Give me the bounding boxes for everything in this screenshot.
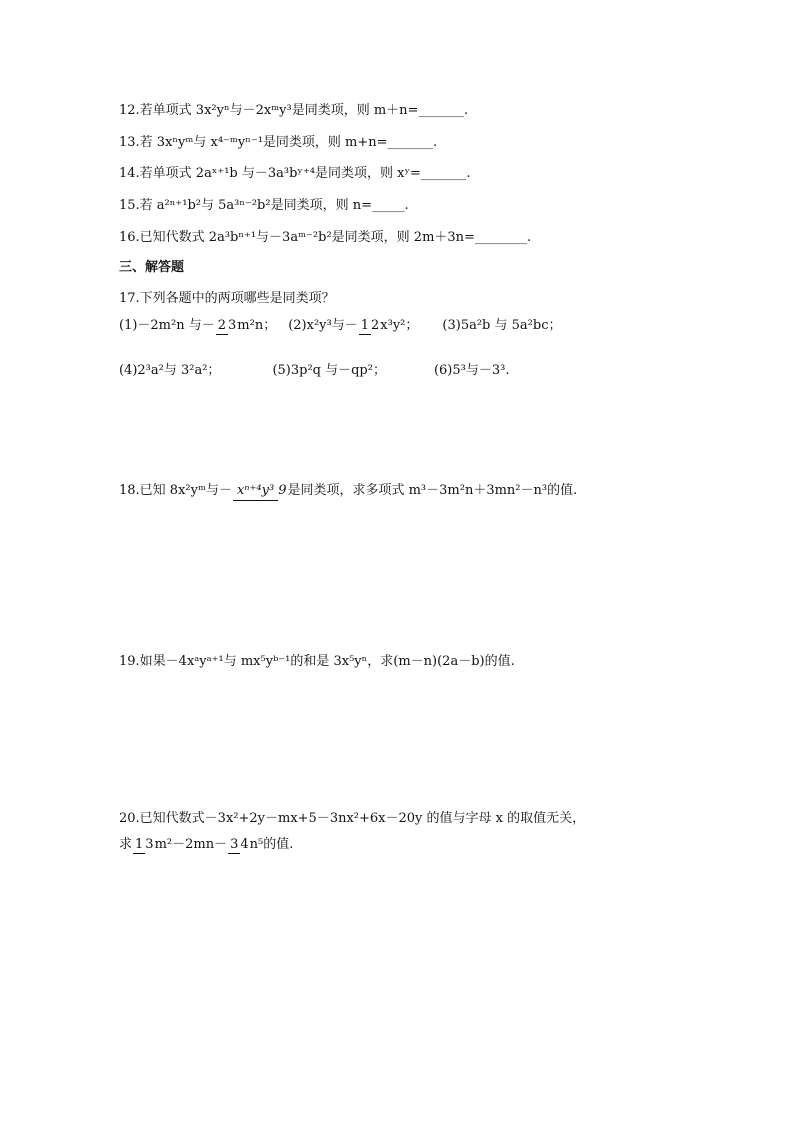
question-16-text: 16.已知代数式 2a³bⁿ⁺¹与－3aᵐ⁻²b²是同类项，则 2m＋3n= — [119, 230, 475, 245]
fraction-denominator: 4 — [240, 837, 249, 852]
period: . — [526, 230, 532, 245]
fraction-numerator: 1 — [360, 318, 370, 333]
fraction-numerator: 3 — [230, 837, 239, 852]
question-20-tail: n⁵的值. — [249, 837, 294, 852]
fraction-denominator: 3 — [145, 837, 154, 852]
question-14-text: 14.若单项式 2aˣ⁺¹b 与－3a³bʸ⁺⁴是同类项，则 xʸ= — [119, 166, 421, 181]
question-19 — [119, 655, 515, 668]
fraction-one-third — [133, 838, 154, 851]
part-4: (4)2³a²与 3²a²； — [119, 363, 221, 378]
part-3: (3)5a²b 与 5a²bc； — [442, 318, 562, 333]
fraction-numerator: 2 — [217, 318, 227, 333]
question-18 — [119, 484, 577, 497]
part-5: (5)3p²q 与－qp²； — [272, 363, 386, 378]
question-13-text: 13.若 3xⁿyᵐ与 x⁴⁻ᵐyⁿ⁻¹是同类项，则 m+n= — [119, 135, 388, 150]
section-heading — [119, 261, 184, 274]
part-2-tail: x³y²； — [380, 318, 419, 333]
fraction-one-half — [359, 319, 380, 332]
answer-blank: ________ — [474, 230, 527, 245]
fraction-numerator: 1 — [135, 837, 144, 852]
fraction-denominator: 9 — [278, 483, 287, 498]
question-20-mid: m²－2mn－ — [154, 837, 228, 852]
part-6: (6)5³与－3³. — [433, 363, 510, 378]
question-17-row-1 — [119, 319, 561, 332]
question-17-row-2 — [119, 364, 509, 377]
question-15-text: 15.若 a²ⁿ⁺¹b²与 5a³ⁿ⁻²b²是同类项，则 n= — [119, 198, 372, 213]
question-12-text: 12.若单项式 3x²yⁿ与－2xᵐy³是同类项，则 m＋n= — [119, 103, 419, 118]
question-15 — [119, 199, 409, 212]
question-20-line-1 — [119, 812, 585, 825]
answer-blank: _______ — [420, 166, 467, 181]
question-19-text: 19.如果－4xᵃyᵃ⁺¹与 mx⁵yᵇ⁻¹的和是 3x⁵yⁿ，求(m－n)(2a－b)的值. — [119, 654, 515, 669]
part-1-lead: (1)－2m²n 与－ — [119, 318, 215, 333]
section-title: 三、解答题 — [119, 260, 185, 275]
question-13 — [119, 136, 437, 149]
fraction-denominator: 2 — [371, 318, 380, 333]
fraction-numerator: xⁿ⁺⁴y³ — [233, 483, 278, 501]
question-18-tail: 是同类项，求多项式 m³－3m²n＋3mn²－n³的值. — [287, 483, 578, 498]
question-20-lead: 求 — [119, 837, 133, 852]
period: . — [466, 166, 471, 181]
question-16 — [119, 231, 531, 244]
answer-blank: _______ — [387, 135, 434, 150]
question-20-text: 20.已知代数式－3x²+2y－mx+5－3nx²+6x－20y 的值与字母 x 的取值无关， — [119, 811, 586, 826]
part-2-lead: (2)x²y³与－ — [288, 318, 358, 333]
fraction-two-thirds — [216, 319, 237, 332]
period: . — [433, 135, 438, 150]
question-17-text: 17.下列各题中的两项哪些是同类项？ — [119, 291, 335, 306]
period: . — [463, 103, 469, 118]
fraction-three-quarters — [228, 838, 249, 851]
fraction-x-y-over-9 — [233, 484, 287, 497]
part-1-tail: m²n； — [237, 318, 277, 333]
question-20-line-2 — [119, 838, 293, 851]
answer-blank: _____ — [372, 198, 405, 213]
question-14 — [119, 167, 471, 180]
question-18-lead: 18.已知 8x²yᵐ与－ — [119, 483, 232, 498]
question-17-title — [119, 292, 335, 305]
question-12 — [119, 104, 468, 117]
answer-blank: _______ — [418, 103, 464, 118]
period: . — [404, 198, 409, 213]
fraction-denominator: 3 — [228, 318, 237, 333]
